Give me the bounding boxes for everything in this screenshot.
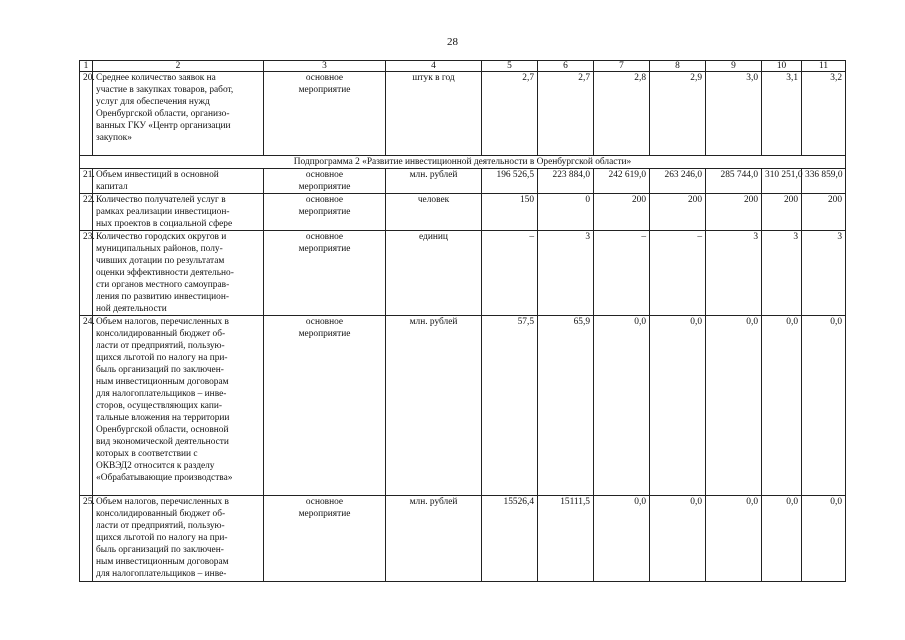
indicator-value: 196 526,5	[482, 169, 538, 194]
indicators-table	[79, 60, 846, 582]
indicator-name: Объем налогов, перечисленных в консолидированный бюджет об- ласти от предприятий, пользую- щихся льготой по налогу на при- быль организаций по заключен- ным инвестиционным договорам для налогоплательщиков – инве-	[93, 496, 264, 582]
indicator-value: –	[482, 231, 538, 316]
indicator-value: 200	[706, 194, 762, 231]
column-number-cell: 8	[650, 61, 706, 72]
indicator-value: 242 619,0	[594, 169, 650, 194]
unit-of-measure: единиц	[386, 231, 482, 316]
indicator-value: 0,0	[802, 496, 846, 582]
indicator-name: Количество получателей услуг в рамках реализации инвестицион- ных проектов в социальной сфере	[93, 194, 264, 231]
indicator-value: 2,9	[650, 72, 706, 156]
column-number-cell: 2	[93, 61, 264, 72]
indicator-value: 0,0	[594, 496, 650, 582]
column-number-cell: 11	[802, 61, 846, 72]
indicator-value: 0,0	[706, 316, 762, 496]
indicator-value: 200	[762, 194, 802, 231]
table-row	[80, 169, 846, 194]
table-row	[80, 72, 846, 156]
indicator-value: 0,0	[650, 496, 706, 582]
column-number-cell: 1	[80, 61, 93, 72]
indicator-value: –	[594, 231, 650, 316]
column-number-row	[80, 61, 846, 72]
indicator-value: 3	[706, 231, 762, 316]
indicator-value: 2,8	[594, 72, 650, 156]
indicator-value: 15526,4	[482, 496, 538, 582]
indicator-value: 310 251,0	[762, 169, 802, 194]
indicator-value: 0,0	[706, 496, 762, 582]
indicator-value: 3	[762, 231, 802, 316]
indicator-value: 200	[802, 194, 846, 231]
column-number-cell: 10	[762, 61, 802, 72]
unit-of-measure: млн. рублей	[386, 496, 482, 582]
column-number-cell: 9	[706, 61, 762, 72]
indicator-type: основное мероприятие	[264, 194, 386, 231]
indicator-value: 150	[482, 194, 538, 231]
page-number: 28	[447, 36, 458, 48]
indicator-type: основное мероприятие	[264, 316, 386, 496]
unit-of-measure: штук в год	[386, 72, 482, 156]
table-body	[80, 61, 846, 582]
indicator-value: 223 884,0	[538, 169, 594, 194]
indicator-type: основное мероприятие	[264, 496, 386, 582]
indicator-value: 200	[594, 194, 650, 231]
row-number: 20.	[80, 72, 93, 156]
indicator-value: 0,0	[594, 316, 650, 496]
table-row	[80, 496, 846, 582]
indicator-name: Объем налогов, перечисленных в консолидированный бюджет об- ласти от предприятий, пользую- щихся льготой по налогу на при- быль организаций по заключен- ным инвестиционным договорам для налогоплательщиков – инве- сторов, осуществляющих капи- тальные вложения на территории Оренбургской области, основной вид экономической деятельности которых в соответствии с ОКВЭД2 относится к разделу «Обрабатывающие производства»	[93, 316, 264, 496]
indicator-value: 3	[802, 231, 846, 316]
subprogram-title: Подпрограмма 2 «Развитие инвестиционной деятельности в Оренбургской области»	[80, 156, 846, 169]
column-number-cell: 6	[538, 61, 594, 72]
indicator-value: 57,5	[482, 316, 538, 496]
indicator-value: 0	[538, 194, 594, 231]
indicator-value: 3,1	[762, 72, 802, 156]
row-number: 22.	[80, 194, 93, 231]
indicator-value: 0,0	[802, 316, 846, 496]
indicator-value: 336 859,0	[802, 169, 846, 194]
unit-of-measure: млн. рублей	[386, 316, 482, 496]
indicator-value: 0,0	[650, 316, 706, 496]
column-number-cell: 4	[386, 61, 482, 72]
indicator-value: 200	[650, 194, 706, 231]
subprogram-row	[80, 156, 846, 169]
table-row	[80, 316, 846, 496]
indicator-value: 3,0	[706, 72, 762, 156]
indicator-value: 3,2	[802, 72, 846, 156]
indicator-name: Среднее количество заявок на участие в закупках товаров, работ, услуг для обеспечения нужд Оренбургской области, организо- ванных ГКУ «Центр организации закупок»	[93, 72, 264, 156]
column-number-cell: 5	[482, 61, 538, 72]
indicator-value: 3	[538, 231, 594, 316]
column-number-cell: 3	[264, 61, 386, 72]
unit-of-measure: человек	[386, 194, 482, 231]
indicator-value: 263 246,0	[650, 169, 706, 194]
table-row	[80, 231, 846, 316]
row-number: 25.	[80, 496, 93, 582]
indicator-value: 15111,5	[538, 496, 594, 582]
indicator-name: Количество городских округов и муниципальных районов, полу- чивших дотации по результатам оценки эффективности деятельно- сти органов местного самоуправ- ления по развитию инвестицион- ной деятельности	[93, 231, 264, 316]
row-number: 23.	[80, 231, 93, 316]
row-number: 24.	[80, 316, 93, 496]
indicator-value: –	[650, 231, 706, 316]
indicator-value: 0,0	[762, 496, 802, 582]
indicator-value: 65,9	[538, 316, 594, 496]
table-row	[80, 194, 846, 231]
row-number: 21.	[80, 169, 93, 194]
indicator-type: основное мероприятие	[264, 72, 386, 156]
indicator-value: 0,0	[762, 316, 802, 496]
indicator-type: основное мероприятие	[264, 231, 386, 316]
indicator-name: Объем инвестиций в основной капитал	[93, 169, 264, 194]
unit-of-measure: млн. рублей	[386, 169, 482, 194]
indicator-value: 2,7	[482, 72, 538, 156]
indicator-value: 285 744,0	[706, 169, 762, 194]
indicator-type: основное мероприятие	[264, 169, 386, 194]
indicator-value: 2,7	[538, 72, 594, 156]
column-number-cell: 7	[594, 61, 650, 72]
